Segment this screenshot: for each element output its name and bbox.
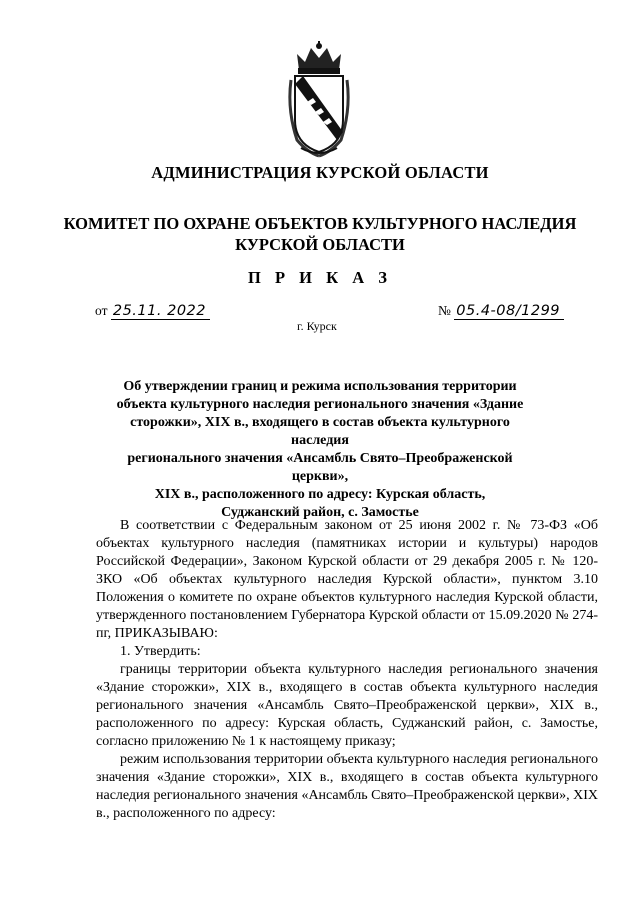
number-prefix: № bbox=[438, 303, 451, 318]
body-paragraph: 1. Утвердить: bbox=[120, 644, 201, 659]
administration-title: АДМИНИСТРАЦИЯ КУРСКОЙ ОБЛАСТИ bbox=[151, 163, 489, 182]
order-date bbox=[95, 303, 210, 320]
body-paragraph: В соответствии с Федеральным законом от 25 июня 2002 г. № 73-ФЗ «Об объектах культурного наследия (памятниках истории и культуры) народов Российской Федерации», Законом Курской области от 29 декабря 2005 г. № 120-ЗКО «Об объектах культурного наследия Курской области», пунктом 3.10 Положения о комитете по охране объектов культурного наследия Курской области, утвержденного постановлением Губернатора Курской области от 15.09.2020 № 274-пг, ПРИКАЗЫВАЮ: bbox=[96, 518, 598, 641]
committee-title-line: КУРСКОЙ ОБЛАСТИ bbox=[235, 235, 405, 254]
committee-title-line: КОМИТЕТ ПО ОХРАНЕ ОБЪЕКТОВ КУЛЬТУРНОГО НАСЛЕДИЯ bbox=[63, 214, 577, 233]
date-prefix: от bbox=[95, 303, 108, 318]
coat-of-arms-icon bbox=[285, 40, 353, 158]
subject-line: сторожки», XIX в., входящего в состав объекта культурного наследия bbox=[130, 415, 510, 448]
subject-line: объекта культурного наследия регионального значения «Здание bbox=[116, 397, 524, 412]
number-value: 05.4-08/1299 bbox=[454, 304, 564, 320]
document-type: П Р И К А З bbox=[248, 268, 392, 287]
committee-title bbox=[60, 213, 580, 255]
subject-line: регионального значения «Ансамбль Свято–Преображенской церкви», bbox=[127, 451, 513, 484]
subject-line: Суджанский район, с. Замостье bbox=[221, 505, 419, 520]
order-body bbox=[96, 517, 598, 823]
body-paragraph: режим использования территории объекта культурного наследия регионального значения «Здание сторожки», XIX в., входящего в состав объекта культурного наследия регионального значения «Ансамбль Свято–Преображенской церкви», XIX в., расположенного по адресу: bbox=[96, 752, 598, 821]
subject-line: XIX в., расположенного по адресу: Курская область, bbox=[154, 487, 486, 502]
city: г. Курск bbox=[297, 319, 337, 333]
date-value: 25.11. 2022 bbox=[111, 304, 210, 320]
body-paragraph: границы территории объекта культурного наследия регионального значения «Здание сторожки», XIX в., входящего в состав объекта культурного наследия регионального значения «Ансамбль Свято–Преображенской церкви», XIX в., расположенного по адресу: Курская область, Суджанский район, с. Замостье, согласно приложению № 1 к настоящему приказу; bbox=[96, 662, 598, 749]
order-number bbox=[438, 303, 564, 320]
subject-line: Об утверждении границ и режима использования территории bbox=[123, 379, 517, 394]
order-subject bbox=[100, 378, 540, 522]
